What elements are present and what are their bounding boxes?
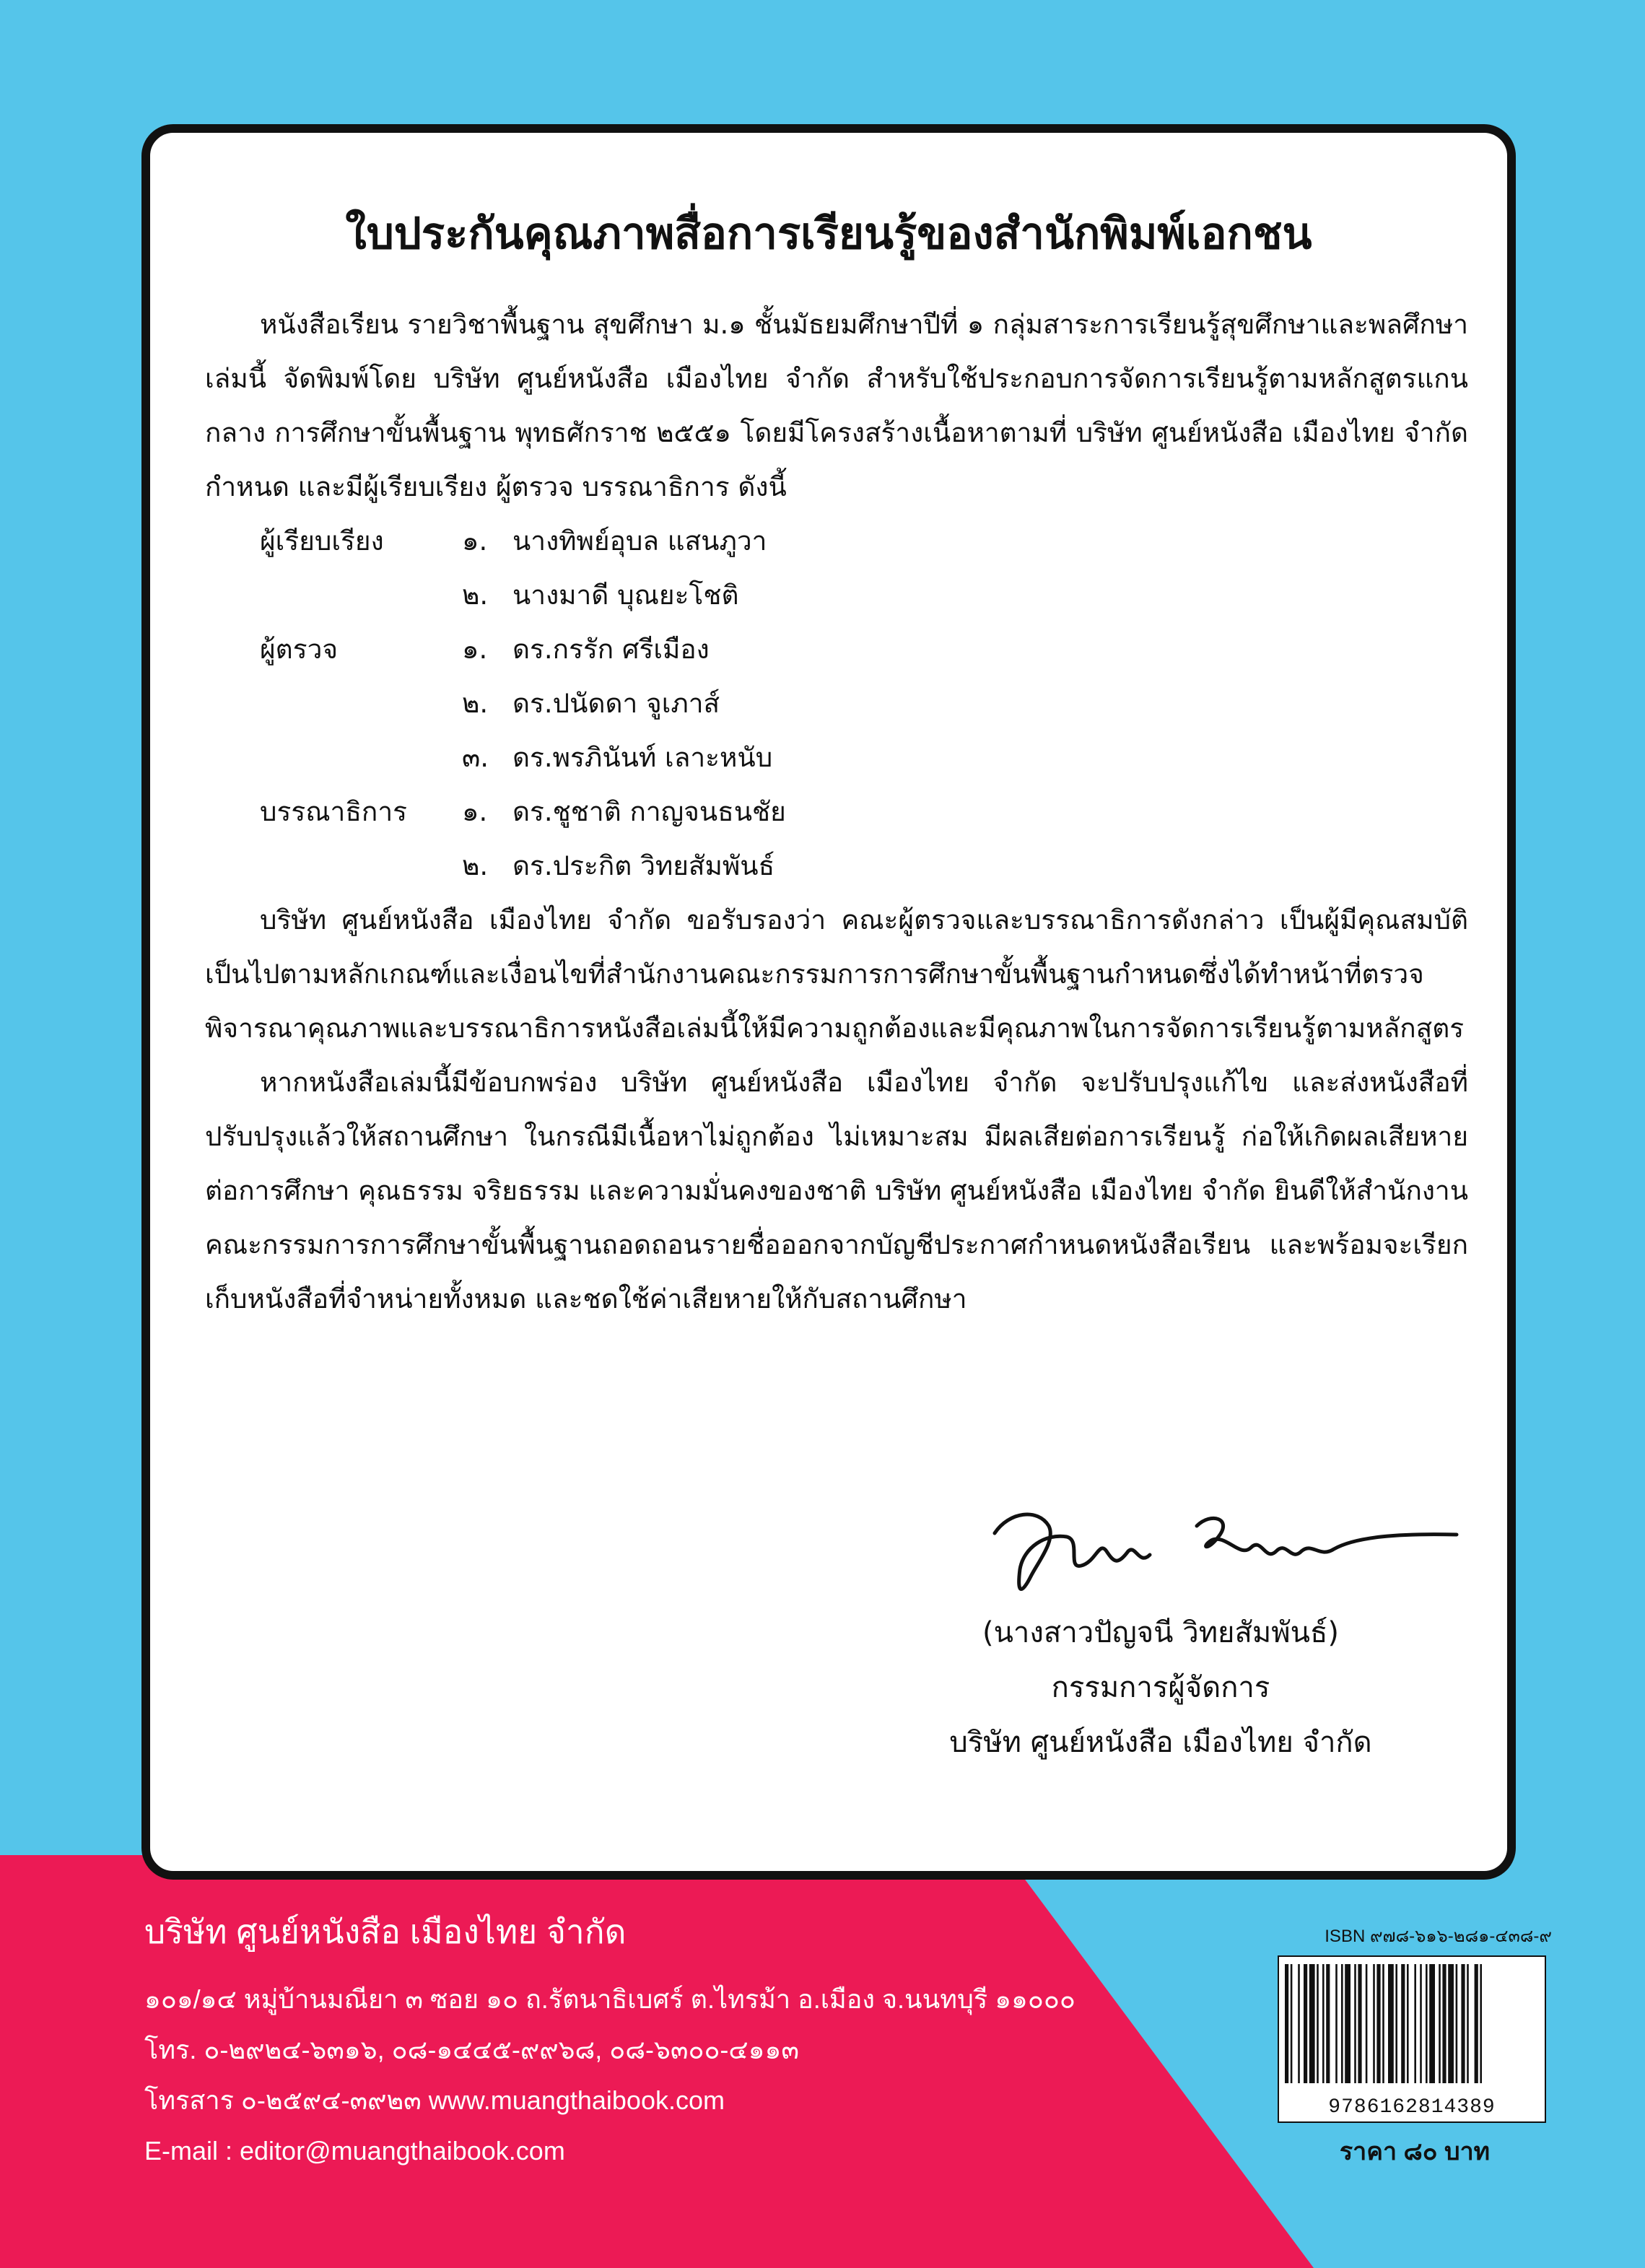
barcode-bar	[1335, 1964, 1338, 2083]
barcode-bar	[1291, 1964, 1293, 2083]
page-title: ใบประกันคุณภาพสื่อการเรียนรู้ของสำนักพิมพ์เอกชน	[345, 209, 1312, 259]
signer-position: กรรมการผู้จัดการ	[1051, 1671, 1270, 1704]
footer-address: ๑๐๑/๑๔ หมู่บ้านมณียา ๓ ซอย ๑๐ ถ.รัตนาธิเบศร์ ต.ไทรม้า อ.เมือง จ.นนทบุรี ๑๑๐๐๐	[144, 1984, 1075, 2014]
staff-number: ๓.	[462, 742, 489, 773]
staff-number: ๒.	[462, 580, 489, 611]
footer-email: E-mail : editor@muangthaibook.com	[144, 2136, 565, 2165]
certify-paragraph: บริษัท ศูนย์หนังสือ เมืองไทย จำกัด ขอรับรองว่า คณะผู้ตรวจและบรรณาธิการดังกล่าว เป็นผู้มีคุณสมบัติเป็นไปตามหลักเกณฑ์และเงื่อนไขที่สำนักงานคณะกรรมการการศึกษาขั้นพื้นฐานกำหนดซึ่งได้ทำหน้าที่ตรวจพิจารณาคุณภาพและบรรณาธิการหนังสือเล่มนี้ให้มีความถูกต้องและมีคุณภาพในการจัดการเรียนรู้ตามหลักสูตร	[205, 904, 1468, 1044]
barcode-bar	[1345, 1964, 1351, 2083]
staff-number: ๑.	[462, 525, 488, 557]
defect-paragraph: หากหนังสือเล่มนี้มีข้อบกพร่อง บริษัท ศูนย์หนังสือ เมืองไทย จำกัด จะปรับปรุงแก้ไข และส่งหนังสือที่ปรับปรุงแล้วให้สถานศึกษา ในกรณีมีเนื้อหาไม่ถูกต้อง ไม่เหมาะสม มีผลเสียต่อการเรียนรู้ ก่อให้เกิดผลเสียหายต่อการศึกษา คุณธรรม จริยธรรม และความมั่นคงของชาติ บริษัท ศูนย์หนังสือ เมืองไทย จำกัด ยินดีให้สำนักงานคณะกรรมการการศึกษาขั้นพื้นฐานถอดถอนรายชื่อออกจากบัญชีประกาศกำหนดหนังสือเรียน และพร้อมจะเรียกเก็บหนังสือที่จำหน่ายทั้งหมด และชดใช้ค่าเสียหายให้กับสถานศึกษา	[205, 1067, 1468, 1314]
signer-company: บริษัท ศูนย์หนังสือ เมืองไทย จำกัด	[949, 1726, 1372, 1759]
barcode-bar	[1354, 1964, 1356, 2083]
barcode-bar	[1298, 1964, 1300, 2083]
barcode-bar	[1358, 1964, 1361, 2083]
staff-name: ดร.ชูชาติ กาญจนธนชัย	[512, 796, 786, 827]
staff-row	[205, 730, 1468, 785]
staff-role	[205, 839, 462, 893]
barcode-bar	[1401, 1964, 1405, 2083]
price-label: ราคา ๘๐ บาท	[1339, 2138, 1491, 2165]
staff-role	[205, 676, 462, 730]
barcode-bar	[1426, 1964, 1428, 2083]
barcode-bar	[1304, 1964, 1307, 2083]
barcode-bar	[1366, 1964, 1368, 2083]
barcode-bar	[1456, 1964, 1458, 2083]
barcode-digits: 9786162814389	[1328, 2096, 1496, 2119]
barcode-bar	[1407, 1964, 1409, 2083]
barcode-bar	[1467, 1964, 1469, 2083]
staff-role	[205, 730, 462, 785]
barcode-bar	[1414, 1964, 1416, 2083]
barcode-bar	[1429, 1964, 1435, 2083]
barcode-bar	[1475, 1964, 1478, 2083]
staff-name: ดร.พรภินันท์ เลาะหนับ	[512, 742, 773, 773]
barcode-bar	[1326, 1964, 1330, 2083]
barcode-bar	[1480, 1964, 1482, 2083]
barcode-bar	[1448, 1964, 1454, 2083]
staff-role: ผู้เรียบเรียง	[260, 525, 384, 557]
barcode-bar	[1420, 1964, 1422, 2083]
isbn-block	[1278, 1922, 1552, 2171]
barcode-bars	[1285, 1964, 1540, 2083]
staff-role: ผู้ตรวจ	[260, 634, 339, 665]
staff-row	[205, 514, 1468, 568]
barcode-bar	[1395, 1964, 1397, 2083]
staff-name: ดร.ประกิต วิทยสัมพันธ์	[512, 850, 775, 881]
barcode-bar	[1461, 1964, 1465, 2083]
staff-number: ๒.	[462, 688, 489, 719]
staff-role: บรรณาธิการ	[260, 796, 407, 827]
barcode-bar	[1388, 1964, 1394, 2083]
signer-name: (นางสาวปัญจนี วิทยสัมพันธ์)	[982, 1616, 1340, 1649]
staff-row	[205, 622, 1468, 676]
staff-role	[205, 568, 462, 622]
staff-name: ดร.ปนัดดา จูเภาส์	[512, 688, 720, 719]
barcode-bar	[1382, 1964, 1384, 2083]
staff-number: ๑.	[462, 634, 488, 665]
intro-paragraph: หนังสือเรียน รายวิชาพื้นฐาน สุขศึกษา ม.๑ ชั้นมัธยมศึกษาปีที่ ๑ กลุ่มสาระการเรียนรู้สุขศึกษาและพลศึกษา เล่มนี้ จัดพิมพ์โดย บริษัท ศูนย์หนังสือ เมืองไทย จำกัด สำหรับใช้ประกอบการจัดการเรียนรู้ตามหลักสูตรแกนกลาง การศึกษาขั้นพื้นฐาน พุทธศักราช ๒๕๕๑ โดยมีโครงสร้างเนื้อหาตามที่ บริษัท ศูนย์หนังสือ เมืองไทย จำกัด กำหนด และมีผู้เรียบเรียง ผู้ตรวจ บรรณาธิการ ดังนี้	[205, 309, 1468, 502]
signature-block	[872, 1483, 1449, 1770]
staff-name: นางทิพย์อุบล แสนภูวา	[512, 525, 767, 557]
barcode-bar	[1439, 1964, 1441, 2083]
handwritten-signature	[980, 1483, 1471, 1605]
staff-row	[205, 568, 1468, 622]
footer-fax-website: โทรสาร ๐-๒๕๙๔-๓๙๒๓ www.muangthaibook.com	[144, 2085, 725, 2115]
barcode-bar	[1373, 1964, 1375, 2083]
barcode-bar	[1285, 1964, 1288, 2083]
staff-row	[205, 839, 1468, 893]
barcode-bar	[1309, 1964, 1315, 2083]
publisher-footer	[144, 1906, 1075, 2176]
barcode	[1278, 1955, 1546, 2123]
barcode-bar	[1317, 1964, 1319, 2083]
staff-name: ดร.กรรัก ศรีเมือง	[512, 634, 710, 665]
staff-list	[205, 514, 1468, 893]
barcode-bar	[1322, 1964, 1325, 2083]
barcode-bar	[1442, 1964, 1446, 2083]
staff-row	[205, 785, 1468, 839]
isbn-label: ISBN ๙๗๘-๖๑๖-๒๘๑-๔๓๘-๙	[1325, 1927, 1552, 1946]
staff-name: นางมาดี บุณยะโชติ	[512, 580, 739, 611]
barcode-bar	[1341, 1964, 1343, 2083]
quality-certificate-card	[141, 124, 1516, 1880]
staff-row	[205, 676, 1468, 730]
certificate-body	[205, 297, 1468, 1326]
staff-number: ๒.	[462, 850, 489, 881]
footer-phone: โทร. ๐-๒๙๒๔-๖๓๑๖, ๐๘-๑๔๔๕-๙๙๖๘, ๐๘-๖๓๐๐-๔๑๑๓	[144, 2035, 799, 2064]
footer-company: บริษัท ศูนย์หนังสือ เมืองไทย จำกัด	[144, 1913, 627, 1950]
staff-number: ๑.	[462, 796, 488, 827]
barcode-bar	[1376, 1964, 1380, 2083]
